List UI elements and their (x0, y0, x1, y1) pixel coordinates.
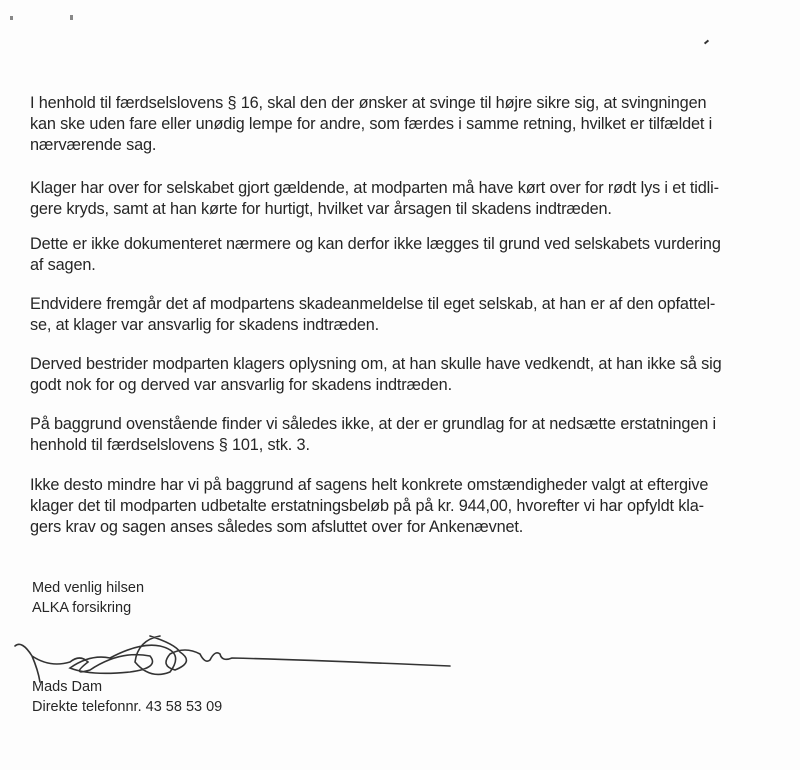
text-line: gere kryds, samt at han kørte for hurtigt, hvilket var årsagen til skadens indtræden. (30, 200, 612, 218)
signatory-name: Mads Dam (32, 679, 103, 695)
paragraph-1 (30, 93, 712, 156)
text-line: henhold til færdselslovens § 101, stk. 3. (30, 436, 310, 454)
text-line: klager det til modparten udbetalte erstatningsbeløb på på kr. 944,00, hvorefter vi har opfyldt kla- (30, 497, 704, 515)
text-line: Derved bestrider modparten klagers oplysning om, at han skulle have vedkendt, at han ikke så sig (30, 355, 722, 373)
text-line: se, at klager var ansvarlig for skadens indtræden. (30, 316, 380, 334)
text-line: kan ske uden fare eller unødig lempe for andre, som færdes i samme retning, hvilket er tilfældet i (30, 115, 713, 133)
text-line: gers krav og sagen anses således som afsluttet over for Ankenævnet. (30, 518, 524, 536)
paragraph-2 (30, 178, 719, 220)
signatory-block (32, 677, 222, 717)
closing-block (32, 578, 144, 618)
paragraph-5 (30, 354, 722, 396)
text-line: af sagen. (30, 256, 96, 274)
direct-phone: Direkte telefonnr. 43 58 53 09 (32, 699, 223, 715)
text-line: nærværende sag. (30, 136, 157, 154)
text-line: Klager har over for selskabet gjort gældende, at modparten må have kørt over for rødt lys i et tidli- (30, 179, 719, 197)
text-line: På baggrund ovenstående finder vi således ikke, at der er grundlag for at nedsætte erstatningen i (30, 415, 716, 433)
text-line: I henhold til færdselslovens § 16, skal den der ønsker at svinge til højre sikre sig, at svingningen (30, 94, 707, 112)
text-line: Endvidere fremgår det af modpartens skadeanmeldelse til eget selskab, at han er af den opfattel- (30, 295, 716, 313)
paragraph-7 (30, 475, 708, 538)
paragraph-4 (30, 294, 715, 336)
company-name: ALKA forsikring (32, 600, 132, 616)
paragraph-6 (30, 414, 716, 456)
scan-mark (704, 40, 709, 45)
text-line: Dette er ikke dokumenteret nærmere og kan derfor ikke lægges til grund ved selskabets vurdering (30, 235, 721, 253)
greeting: Med venlig hilsen (32, 580, 145, 596)
text-line: Ikke desto mindre har vi på baggrund af sagens helt konkrete omstændigheder valgt at eftergive (30, 476, 709, 494)
scan-mark (10, 16, 13, 20)
paragraph-3 (30, 234, 721, 276)
scan-mark (70, 15, 73, 20)
text-line: godt nok for og derved var ansvarlig for skadens indtræden. (30, 376, 452, 394)
